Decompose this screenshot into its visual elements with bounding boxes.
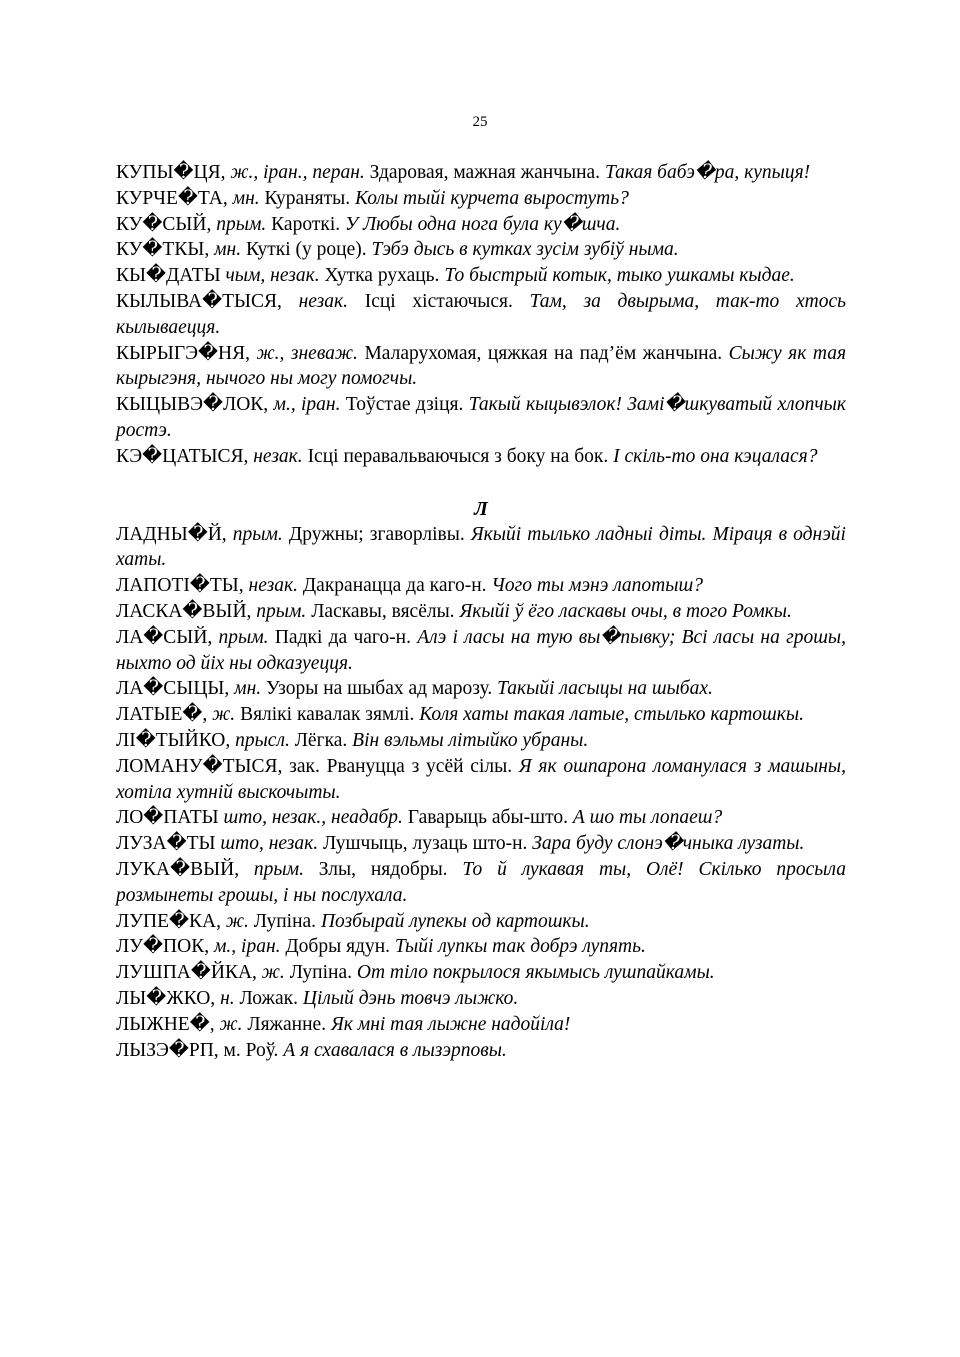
entry-grammar: ж. [214, 1013, 243, 1035]
entry-headword: ЛАДНЫ�Й, [116, 523, 227, 545]
entry-grammar: незак. [281, 290, 349, 312]
entry-headword: ЛЫ�ЖКО, [116, 987, 216, 1009]
entry-example: Як мні тая лыжне надойіла! [330, 1013, 571, 1035]
dictionary-entry [116, 909, 846, 935]
entry-grammar: прым. [212, 626, 269, 648]
dictionary-entry [116, 392, 846, 444]
entry-headword: ЛУКА�ВЫЙ, [116, 858, 240, 880]
dictionary-entry [116, 702, 846, 728]
dictionary-entry [116, 1038, 846, 1064]
entry-definition: Ісці перавальваючыся з боку на бок. [302, 445, 614, 467]
entry-grammar: мн. [229, 678, 262, 700]
dictionary-entry [116, 341, 846, 393]
entry-definition: Тоўстае дзіця. [340, 394, 469, 416]
entry-definition: Злы, нядобры. [303, 858, 463, 880]
dictionary-entry [116, 522, 846, 574]
entry-definition: Вялікі кавалак зямлі. [235, 704, 420, 726]
entry-headword: ЛЫЗЭ�РП, [116, 1039, 219, 1061]
entry-example: А я схавалася в лызэрповы. [283, 1039, 507, 1061]
entry-example: Тэбэ дысь в кутках зусім зубіў ныма. [371, 239, 679, 261]
entry-definition: Кароткі. [266, 213, 345, 235]
entry-grammar: прым. [239, 858, 304, 880]
entry-example: Він вэльмы літыйко убраны. [352, 729, 589, 751]
entry-grammar: незак. [248, 445, 303, 467]
entry-headword: КЫРЫГЭ�НЯ, [116, 342, 250, 364]
entry-definition: Маларухомая, цяжкая на пад’ём жанчына. [357, 342, 729, 364]
entry-definition: Падкі да чаго-н. [268, 626, 418, 648]
dictionary-entry [116, 573, 846, 599]
entry-headword: ЛУЗА�ТЫ [116, 833, 216, 855]
dictionary-body [116, 160, 846, 1063]
entry-example: Такый кыцывэлок! Замі�шкуватый хлопчык ростэ. [116, 394, 846, 441]
entry-definition: Ісці хістаючыся. [348, 290, 530, 312]
entry-headword: ЛОМАНУ�ТЫСЯ, [116, 755, 283, 777]
entry-headword: КЭ�ЦАТЫСЯ, [116, 445, 249, 467]
entry-example: У Любы одна нога була ку�шча. [344, 213, 621, 235]
entry-example: Я як ошпарона ломанулася з машыны, хотіла хутній выскочыты. [116, 755, 846, 803]
entry-example: Цілый дэнь товчэ лыжко. [302, 987, 519, 1009]
entry-example: Такыйі ласыцы на шыбах. [497, 678, 713, 700]
dictionary-entry [116, 599, 846, 625]
entry-example: Зара буду слонэ�чныка лузаты. [532, 833, 805, 855]
entry-grammar: н. [215, 987, 235, 1009]
entry-example: Сыжу як тая кырыгэня, нычого ны могу помогчы. [116, 342, 847, 390]
entry-headword: КУРЧЕ�ТА, [116, 187, 228, 209]
entry-headword: ЛУШПА�ЙКА, [116, 962, 257, 984]
entry-definition: Добры ядун. [280, 936, 395, 958]
dictionary-entry [116, 237, 846, 263]
dictionary-entry [116, 212, 846, 238]
entry-grammar: што, незак. [215, 833, 319, 855]
entry-definition: Лёгка. [289, 729, 353, 751]
entry-headword: КУПЫ�ЦЯ, [116, 162, 226, 183]
entry-definition: Ляжанне. [242, 1013, 331, 1035]
entry-example: Колы тыйі курчета выростуть? [354, 187, 629, 209]
entry-headword: ЛО�ПАТЫ [116, 807, 219, 829]
entry-grammar: ж., іран., перан. [225, 162, 365, 183]
entry-grammar: мн. [227, 187, 260, 209]
dictionary-entry [116, 160, 846, 186]
entry-grammar: ж. [207, 704, 236, 726]
entry-definition: Узоры на шыбах ад марозу. [261, 678, 498, 700]
entry-headword: КЫЦЫВЭ�ЛОК, [116, 394, 269, 416]
dictionary-entry [116, 960, 846, 986]
entry-example: То быстрый котык, тыко ушкамы кыдае. [444, 265, 795, 287]
dictionary-entry [116, 444, 846, 470]
entry-example: Коля хаты такая латые, стылько картошкы. [419, 704, 804, 726]
entry-grammar: чым, незак. [220, 265, 320, 287]
entry-definition: Ласкавы, вясёлы. [306, 600, 460, 622]
entry-headword: ЛАТЫЕ�, [116, 704, 208, 726]
entry-headword: ЛАСКА�ВЫЙ, [116, 600, 252, 622]
entry-example: Там, за двырыма, так-то хтось кылываецця. [116, 290, 846, 338]
entry-grammar: м., іран. [268, 394, 341, 416]
dictionary-entry [116, 754, 846, 806]
dictionary-entry [116, 728, 846, 754]
entry-definition: Лушчыць, лузаць што-н. [318, 833, 533, 855]
entry-headword: ЛУ�ПОК, [116, 936, 210, 958]
dictionary-entry [116, 263, 846, 289]
entry-headword: ЛУПЕ�КА, [116, 910, 221, 932]
entry-definition: Здаровая, мажная жанчына. [364, 162, 605, 183]
entry-grammar: прысл. [230, 729, 290, 751]
dictionary-entry [116, 986, 846, 1012]
entry-definition: Дружны; згаворлівы. [282, 523, 471, 545]
entry-grammar: мн. [209, 239, 242, 261]
entry-example: Алэ і ласы на тую вы�пывку; Всі ласы на грошы, ныхто од йіх ны одказуецця. [116, 626, 846, 674]
entry-definition: Кураняты. [259, 187, 355, 209]
dictionary-entry [116, 831, 846, 857]
entry-example: Тыйі лупкы так добрэ лупять. [394, 936, 646, 958]
entry-example: Такая бабэ�ра, купыця! [604, 162, 811, 183]
entry-grammar: незак. [243, 575, 298, 597]
entry-example: От тіло покрылося якымысь лушпайкамы. [356, 962, 715, 984]
entry-example: Якыйі тылько ладныі діты. Міраця в однэйі хаты. [116, 523, 846, 571]
dictionary-entry [116, 289, 846, 341]
entries-section-k [116, 160, 846, 470]
entry-definition: Куткі (у роце). [241, 239, 372, 261]
entry-example: Чого ты мэнэ лапотыш? [491, 575, 703, 597]
entry-headword: ЛЫЖНЕ�, [116, 1013, 215, 1035]
dictionary-entry [116, 676, 846, 702]
page-number: 25 [472, 114, 488, 130]
entry-grammar: прым. [226, 523, 283, 545]
entry-example: Позбырай лупекы од картошкы. [320, 910, 590, 932]
dictionary-entry [116, 805, 846, 831]
entry-definition: Дакранацца да каго-н. [297, 575, 492, 597]
letter-heading: Л [474, 497, 488, 520]
dictionary-entry [116, 1012, 846, 1038]
entry-grammar: ж., зневаж. [249, 342, 358, 364]
entry-definition: Лупіна. [284, 962, 357, 984]
entry-grammar: што, незак., неадабр. [218, 807, 403, 829]
entry-example: А шо ты лопаеш? [572, 807, 723, 829]
entry-example: І скіль-то она кэцалася? [613, 445, 818, 467]
entry-definition: м. Роў. [218, 1039, 284, 1061]
dictionary-entry [116, 857, 846, 909]
entry-headword: КУ�СЫЙ, [116, 213, 212, 235]
entry-grammar: прым. [251, 600, 307, 622]
dictionary-entry [116, 625, 846, 677]
entry-headword: КЫЛЫВА�ТЫСЯ, [116, 290, 282, 312]
entry-headword: КЫ�ДАТЫ [116, 265, 221, 287]
entry-headword: ЛАПОТІ�ТЫ, [116, 575, 244, 597]
dictionary-entry [116, 186, 846, 212]
dictionary-entry [116, 934, 846, 960]
entry-definition: зак. Рвануцца з усёй сілы. [282, 755, 519, 777]
entry-grammar: м., іран. [209, 936, 281, 958]
entry-grammar: прым. [211, 213, 267, 235]
entry-headword: ЛА�СЫЦЫ, [116, 678, 230, 700]
entry-headword: ЛА�СЫЙ, [116, 626, 213, 648]
entry-grammar: ж. [220, 910, 249, 932]
entry-headword: КУ�ТКЫ, [116, 239, 210, 261]
entry-grammar: ж. [256, 962, 285, 984]
entry-example: Якыйі ў ёго ласкавы очы, в того Ромкы. [459, 600, 792, 622]
entry-definition: Гаварыць абы-што. [402, 807, 573, 829]
entry-definition: Лупіна. [248, 910, 321, 932]
entry-definition: Ложак. [234, 987, 303, 1009]
entry-example: То й лукавая ты, Олё! Скілько просыла розмынеты грошы, і ны послухала. [116, 858, 846, 906]
entry-definition: Хутка рухаць. [319, 265, 445, 287]
entry-headword: ЛІ�ТЫЙКО, [116, 729, 231, 751]
entries-section-l [116, 522, 846, 1064]
